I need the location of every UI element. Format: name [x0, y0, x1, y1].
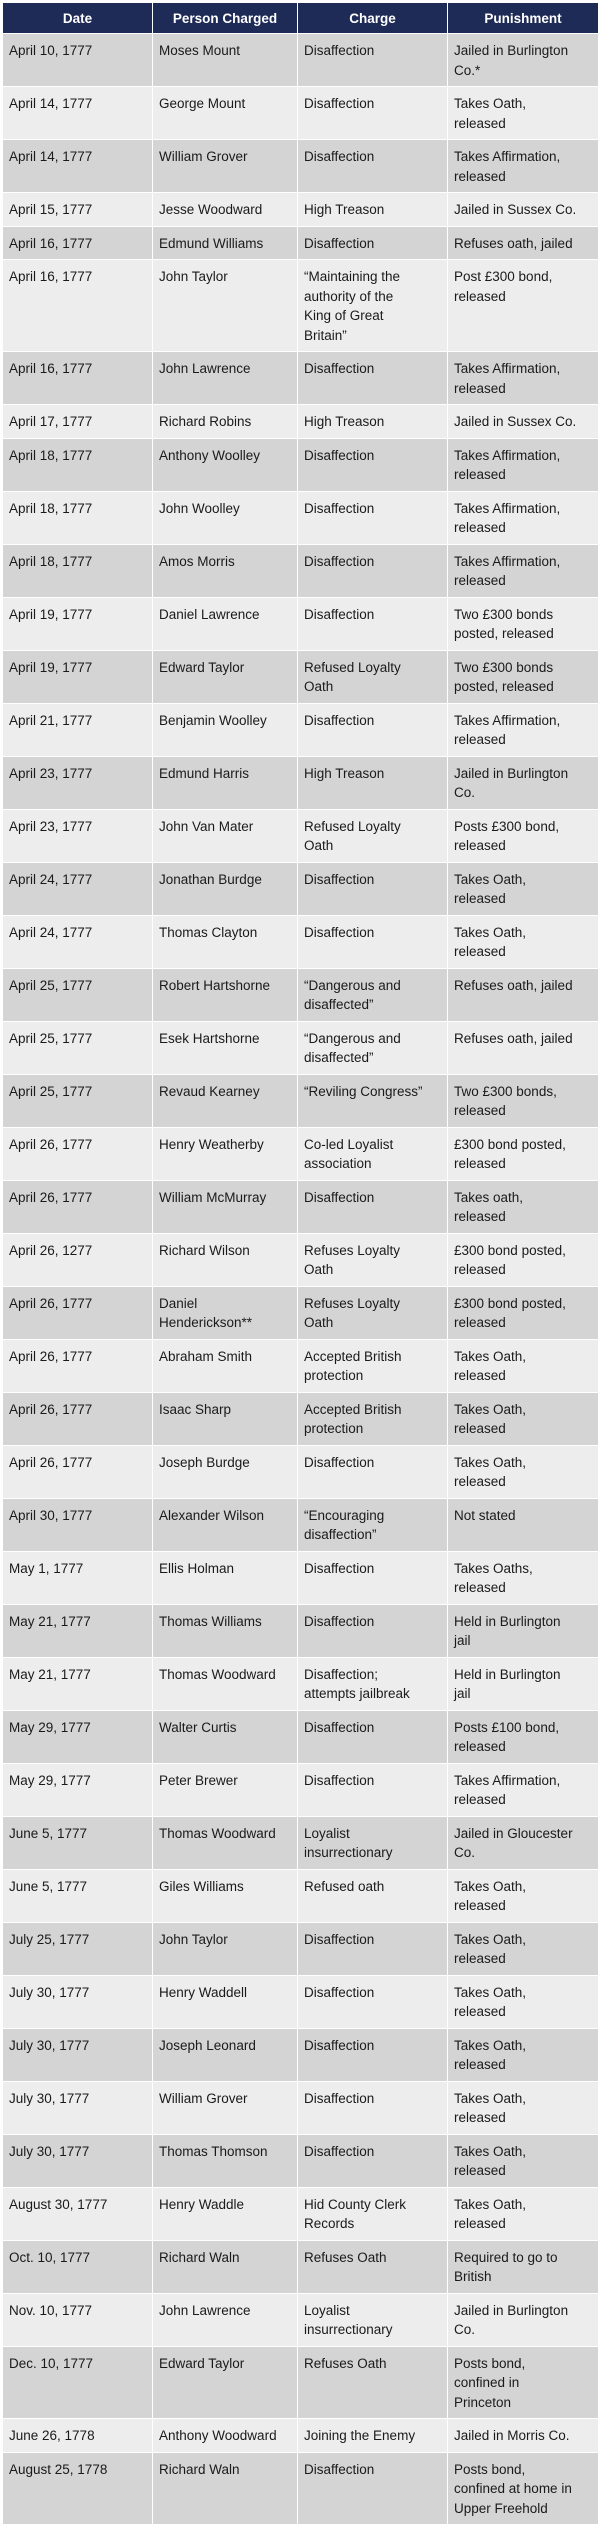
table-row [3, 1233, 599, 1286]
person-cell: John Lawrence [153, 2293, 298, 2346]
table-row [3, 597, 599, 650]
date-cell: June 26, 1778 [3, 2419, 153, 2453]
date-cell: August 25, 1778 [3, 2452, 153, 2525]
table-row [3, 809, 599, 862]
punishment-cell: Posts £300 bond, released [448, 809, 599, 862]
date-cell: May 21, 1777 [3, 1604, 153, 1657]
charge-cell: Refuses Loyalty Oath [298, 1233, 448, 1286]
date-cell: April 17, 1777 [3, 405, 153, 439]
punishment-cell: Takes Affirmation, released [448, 140, 599, 193]
date-cell: April 25, 1777 [3, 1074, 153, 1127]
punishment-cell: Takes Affirmation, released [448, 544, 599, 597]
table-row [3, 140, 599, 193]
table-row [3, 1021, 599, 1074]
date-cell: April 26, 1277 [3, 1233, 153, 1286]
punishment-cell: Required to go to British [448, 2240, 599, 2293]
punishment-cell: Held in Burlington jail [448, 1657, 599, 1710]
table-row [3, 756, 599, 809]
date-cell: July 25, 1777 [3, 1922, 153, 1975]
charge-cell: “Reviling Congress” [298, 1074, 448, 1127]
person-cell: Anthony Woolley [153, 438, 298, 491]
punishment-cell: Jailed in Sussex Co. [448, 405, 599, 439]
date-cell: April 16, 1777 [3, 260, 153, 352]
person-cell: John Taylor [153, 1922, 298, 1975]
charge-cell: Disaffection [298, 140, 448, 193]
date-cell: April 26, 1777 [3, 1392, 153, 1445]
person-cell: Abraham Smith [153, 1339, 298, 1392]
charge-cell: Disaffection [298, 544, 448, 597]
punishment-cell: £300 bond posted, released [448, 1127, 599, 1180]
charge-cell: Refused Loyalty Oath [298, 809, 448, 862]
table-row [3, 1127, 599, 1180]
person-cell: Ellis Holman [153, 1551, 298, 1604]
date-cell: July 30, 1777 [3, 2081, 153, 2134]
date-cell: Oct. 10, 1777 [3, 2240, 153, 2293]
punishment-cell: Takes Oath, released [448, 2187, 599, 2240]
charge-cell: Disaffection [298, 226, 448, 260]
person-cell: Alexander Wilson [153, 1498, 298, 1551]
person-cell: Robert Hartshorne [153, 968, 298, 1021]
punishment-cell: Takes Oath, released [448, 915, 599, 968]
charge-cell: Accepted British protection [298, 1339, 448, 1392]
person-cell: Henry Waddell [153, 1975, 298, 2028]
charge-cell: Disaffection [298, 1551, 448, 1604]
person-cell: Thomas Woodward [153, 1816, 298, 1869]
date-cell: May 29, 1777 [3, 1763, 153, 1816]
charge-cell: Refused Loyalty Oath [298, 650, 448, 703]
charge-cell: Disaffection [298, 1604, 448, 1657]
charge-cell: High Treason [298, 193, 448, 227]
table-row [3, 968, 599, 1021]
punishment-cell: Jailed in Burlington Co.* [448, 34, 599, 87]
date-cell: April 26, 1777 [3, 1127, 153, 1180]
person-cell: Joseph Leonard [153, 2028, 298, 2081]
person-cell: George Mount [153, 87, 298, 140]
person-cell: Joseph Burdge [153, 1445, 298, 1498]
person-cell: Peter Brewer [153, 1763, 298, 1816]
person-cell: Edward Taylor [153, 2346, 298, 2419]
date-cell: May 29, 1777 [3, 1710, 153, 1763]
date-cell: April 18, 1777 [3, 438, 153, 491]
charge-cell: “Encouraging disaffection” [298, 1498, 448, 1551]
punishment-cell: £300 bond posted, released [448, 1233, 599, 1286]
person-cell: Daniel Henderickson** [153, 1286, 298, 1339]
date-cell: April 15, 1777 [3, 193, 153, 227]
table-row [3, 260, 599, 352]
table-row [3, 1657, 599, 1710]
charge-cell: Disaffection [298, 491, 448, 544]
person-cell: William Grover [153, 2081, 298, 2134]
charge-cell: Hid County Clerk Records [298, 2187, 448, 2240]
date-cell: April 16, 1777 [3, 226, 153, 260]
table-row [3, 226, 599, 260]
person-cell: Esek Hartshorne [153, 1021, 298, 1074]
table-row [3, 650, 599, 703]
charge-cell: Disaffection [298, 352, 448, 405]
person-cell: Richard Wilson [153, 1233, 298, 1286]
charge-cell: “Maintaining the authority of the King of Great Britain” [298, 260, 448, 352]
punishment-cell: Takes Oath, released [448, 2081, 599, 2134]
table-row [3, 1339, 599, 1392]
table-row [3, 2293, 599, 2346]
date-cell: June 5, 1777 [3, 1869, 153, 1922]
table-row [3, 1710, 599, 1763]
punishment-cell: Refuses oath, jailed [448, 1021, 599, 1074]
punishment-cell: Takes oath, released [448, 1180, 599, 1233]
table-row [3, 87, 599, 140]
charge-cell: Co-led Loyalist association [298, 1127, 448, 1180]
header-row [3, 3, 599, 34]
punishment-cell: Refuses oath, jailed [448, 968, 599, 1021]
punishment-cell: Takes Affirmation, released [448, 352, 599, 405]
charge-cell: “Dangerous and disaffected” [298, 1021, 448, 1074]
punishment-cell: Jailed in Burlington Co. [448, 2293, 599, 2346]
punishment-cell: Takes Oath, released [448, 1922, 599, 1975]
table-row [3, 491, 599, 544]
punishment-cell: Takes Oath, released [448, 2028, 599, 2081]
charge-cell: Loyalist insurrectionary [298, 2293, 448, 2346]
person-cell: Richard Waln [153, 2240, 298, 2293]
person-cell: Anthony Woodward [153, 2419, 298, 2453]
punishment-cell: Jailed in Morris Co. [448, 2419, 599, 2453]
person-cell: Edmund Williams [153, 226, 298, 260]
table-row [3, 1074, 599, 1127]
date-cell: July 30, 1777 [3, 2134, 153, 2187]
punishment-cell: Takes Affirmation, released [448, 1763, 599, 1816]
table-row [3, 1180, 599, 1233]
table-row [3, 862, 599, 915]
person-cell: William Grover [153, 140, 298, 193]
punishment-cell: Takes Oath, released [448, 1869, 599, 1922]
charge-cell: Disaffection; attempts jailbreak [298, 1657, 448, 1710]
date-cell: April 26, 1777 [3, 1180, 153, 1233]
date-cell: July 30, 1777 [3, 1975, 153, 2028]
charge-cell: Disaffection [298, 2452, 448, 2525]
table-row [3, 1392, 599, 1445]
punishment-cell: Posts bond, confined in Princeton [448, 2346, 599, 2419]
punishment-cell: Post £300 bond, released [448, 260, 599, 352]
date-cell: April 14, 1777 [3, 140, 153, 193]
charge-cell: “Dangerous and disaffected” [298, 968, 448, 1021]
person-cell: Daniel Lawrence [153, 597, 298, 650]
loyalist-charges-table [2, 2, 599, 2525]
person-cell: Henry Waddle [153, 2187, 298, 2240]
date-cell: April 30, 1777 [3, 1498, 153, 1551]
table-row [3, 1816, 599, 1869]
charge-cell: Disaffection [298, 1710, 448, 1763]
charge-cell: Disaffection [298, 862, 448, 915]
person-cell: John Van Mater [153, 809, 298, 862]
date-cell: Dec. 10, 1777 [3, 2346, 153, 2419]
charge-cell: Disaffection [298, 915, 448, 968]
table-row [3, 2134, 599, 2187]
table-row [3, 1551, 599, 1604]
person-cell: Giles Williams [153, 1869, 298, 1922]
punishment-cell: Refuses oath, jailed [448, 226, 599, 260]
charge-cell: Disaffection [298, 2028, 448, 2081]
date-cell: April 10, 1777 [3, 34, 153, 87]
punishment-cell: Takes Oath, released [448, 2134, 599, 2187]
punishment-cell: Takes Affirmation, released [448, 703, 599, 756]
punishment-cell: Takes Oath, released [448, 1445, 599, 1498]
punishment-cell: Held in Burlington jail [448, 1604, 599, 1657]
date-cell: April 19, 1777 [3, 650, 153, 703]
person-cell: Benjamin Woolley [153, 703, 298, 756]
punishment-cell: Takes Oath, released [448, 862, 599, 915]
person-cell: Thomas Woodward [153, 1657, 298, 1710]
charge-cell: Disaffection [298, 2134, 448, 2187]
date-cell: April 24, 1777 [3, 862, 153, 915]
date-cell: April 23, 1777 [3, 809, 153, 862]
person-cell: William McMurray [153, 1180, 298, 1233]
charge-cell: Loyalist insurrectionary [298, 1816, 448, 1869]
table-row [3, 193, 599, 227]
person-cell: Henry Weatherby [153, 1127, 298, 1180]
table-row [3, 2028, 599, 2081]
punishment-cell: Two £300 bonds posted, released [448, 650, 599, 703]
header-date: Date [3, 3, 153, 34]
date-cell: April 18, 1777 [3, 491, 153, 544]
date-cell: April 18, 1777 [3, 544, 153, 597]
person-cell: Thomas Clayton [153, 915, 298, 968]
punishment-cell: Takes Affirmation, released [448, 491, 599, 544]
person-cell: John Lawrence [153, 352, 298, 405]
punishment-cell: £300 bond posted, released [448, 1286, 599, 1339]
punishment-cell: Posts bond, confined at home in Upper Freehold [448, 2452, 599, 2525]
charge-cell: Refuses Loyalty Oath [298, 1286, 448, 1339]
punishment-cell: Takes Oath, released [448, 1339, 599, 1392]
date-cell: April 26, 1777 [3, 1286, 153, 1339]
charge-cell: Disaffection [298, 1180, 448, 1233]
date-cell: April 19, 1777 [3, 597, 153, 650]
charge-cell: Accepted British protection [298, 1392, 448, 1445]
person-cell: Thomas Williams [153, 1604, 298, 1657]
table-row [3, 703, 599, 756]
punishment-cell: Takes Oaths, released [448, 1551, 599, 1604]
person-cell: Revaud Kearney [153, 1074, 298, 1127]
table-row [3, 1604, 599, 1657]
date-cell: June 5, 1777 [3, 1816, 153, 1869]
punishment-cell: Takes Affirmation, released [448, 438, 599, 491]
person-cell: Edmund Harris [153, 756, 298, 809]
person-cell: Jonathan Burdge [153, 862, 298, 915]
table-row [3, 2452, 599, 2525]
date-cell: August 30, 1777 [3, 2187, 153, 2240]
charge-cell: Refuses Oath [298, 2346, 448, 2419]
date-cell: May 21, 1777 [3, 1657, 153, 1710]
person-cell: Thomas Thomson [153, 2134, 298, 2187]
punishment-cell: Takes Oath, released [448, 1975, 599, 2028]
date-cell: April 25, 1777 [3, 968, 153, 1021]
table-row [3, 1975, 599, 2028]
date-cell: April 26, 1777 [3, 1445, 153, 1498]
charge-cell: Disaffection [298, 597, 448, 650]
table-row [3, 438, 599, 491]
person-cell: Richard Waln [153, 2452, 298, 2525]
charge-cell: Joining the Enemy [298, 2419, 448, 2453]
table-row [3, 1286, 599, 1339]
charge-cell: High Treason [298, 756, 448, 809]
table-body [3, 34, 599, 2525]
person-cell: Jesse Woodward [153, 193, 298, 227]
punishment-cell: Jailed in Burlington Co. [448, 756, 599, 809]
punishment-cell: Two £300 bonds, released [448, 1074, 599, 1127]
charge-cell: Disaffection [298, 1763, 448, 1816]
charge-cell: Refused oath [298, 1869, 448, 1922]
table-row [3, 1445, 599, 1498]
person-cell: Amos Morris [153, 544, 298, 597]
charge-cell: High Treason [298, 405, 448, 439]
person-cell: Walter Curtis [153, 1710, 298, 1763]
charge-cell: Disaffection [298, 703, 448, 756]
person-cell: Moses Mount [153, 34, 298, 87]
table-row [3, 2187, 599, 2240]
table-row [3, 2081, 599, 2134]
date-cell: Nov. 10, 1777 [3, 2293, 153, 2346]
person-cell: Richard Robins [153, 405, 298, 439]
punishment-cell: Jailed in Gloucester Co. [448, 1816, 599, 1869]
date-cell: May 1, 1777 [3, 1551, 153, 1604]
person-cell: Isaac Sharp [153, 1392, 298, 1445]
date-cell: April 23, 1777 [3, 756, 153, 809]
header-punishment: Punishment [448, 3, 599, 34]
person-cell: Edward Taylor [153, 650, 298, 703]
table-row [3, 544, 599, 597]
table-row [3, 34, 599, 87]
header-charge: Charge [298, 3, 448, 34]
punishment-cell: Jailed in Sussex Co. [448, 193, 599, 227]
date-cell: April 14, 1777 [3, 87, 153, 140]
table-row [3, 2346, 599, 2419]
charge-cell: Disaffection [298, 2081, 448, 2134]
table-row [3, 2240, 599, 2293]
date-cell: April 21, 1777 [3, 703, 153, 756]
table-row [3, 405, 599, 439]
header-person-charged: Person Charged [153, 3, 298, 34]
charge-cell: Disaffection [298, 1975, 448, 2028]
table-row [3, 1498, 599, 1551]
person-cell: John Woolley [153, 491, 298, 544]
date-cell: April 25, 1777 [3, 1021, 153, 1074]
charge-cell: Disaffection [298, 1445, 448, 1498]
punishment-cell: Takes Oath, released [448, 1392, 599, 1445]
table-row [3, 1922, 599, 1975]
punishment-cell: Two £300 bonds posted, released [448, 597, 599, 650]
table-row [3, 352, 599, 405]
charge-cell: Refuses Oath [298, 2240, 448, 2293]
table-row [3, 1763, 599, 1816]
charge-cell: Disaffection [298, 87, 448, 140]
charge-cell: Disaffection [298, 34, 448, 87]
date-cell: April 26, 1777 [3, 1339, 153, 1392]
punishment-cell: Takes Oath, released [448, 87, 599, 140]
person-cell: John Taylor [153, 260, 298, 352]
date-cell: July 30, 1777 [3, 2028, 153, 2081]
table-row [3, 2419, 599, 2453]
date-cell: April 24, 1777 [3, 915, 153, 968]
punishment-cell: Posts £100 bond, released [448, 1710, 599, 1763]
punishment-cell: Not stated [448, 1498, 599, 1551]
table-row [3, 915, 599, 968]
charge-cell: Disaffection [298, 438, 448, 491]
date-cell: April 16, 1777 [3, 352, 153, 405]
charge-cell: Disaffection [298, 1922, 448, 1975]
table-row [3, 1869, 599, 1922]
